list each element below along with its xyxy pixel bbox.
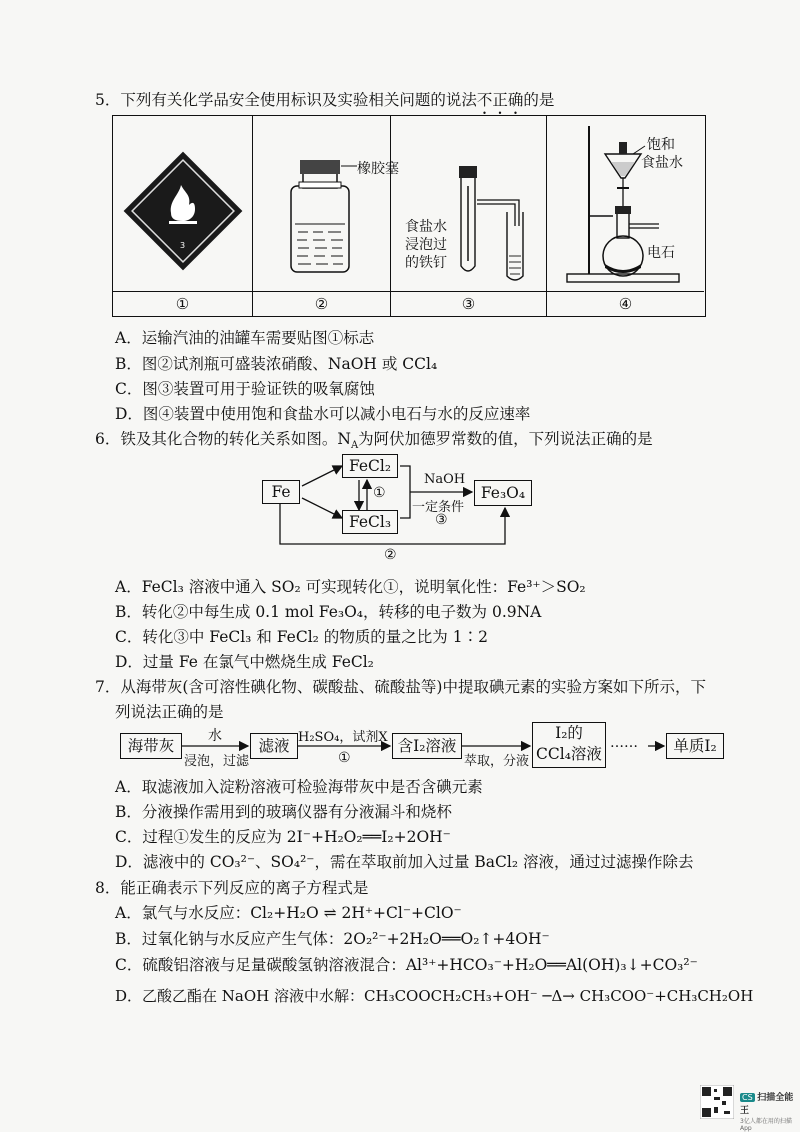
box-filtrate: 滤液 — [250, 733, 298, 759]
label-water: 水 — [208, 728, 222, 744]
label-reagents: H₂SO₄，试剂X — [298, 730, 388, 745]
saturated-label-line-1: 饱和 — [647, 137, 675, 153]
q5-option-c: C．图③装置可用于验证铁的吸氧腐蚀 — [115, 380, 375, 398]
q5-option-b: B．图②试剂瓶可盛装浓硝酸、NaOH 或 CCl₄ — [115, 355, 438, 373]
q8-option-d: D．乙酸乙酯在 NaOH 溶液中水解：CH₃COOCH₂CH₃+OH⁻ ─Δ→ CH₃COO⁻+CH₃CH₂OH — [115, 987, 754, 1005]
label-naoh: NaOH — [424, 472, 466, 487]
label-transform-1: ① — [373, 485, 386, 501]
q8-option-a: A．氯气与水反应：Cl₂+H₂O ⇌ 2H⁺+Cl⁻+ClO⁻ — [115, 904, 462, 922]
question-7-stem-line-2: 列说法正确的是 — [115, 703, 224, 721]
reagent-bottle-icon — [253, 116, 391, 291]
q8-option-b: B．过氧化钠与水反应产生气体：2O₂²⁻+2H₂O══O₂↑+4OH⁻ — [115, 930, 550, 948]
node-fe: Fe — [262, 480, 300, 504]
q6-option-b: B．转化②中每生成 0.1 mol Fe₃O₄，转移的电子数为 0.9NA — [115, 603, 542, 621]
q7-extraction-flowchart — [118, 722, 728, 772]
figure-4-acetylene-setup — [547, 116, 704, 291]
figure-label-1: ① — [113, 291, 253, 316]
q7-option-c: C．过程①发生的反应为 2I⁻+H₂O₂══I₂+2OH⁻ — [115, 828, 451, 846]
question-8-stem: 8．能正确表示下列反应的离子方程式是 — [95, 879, 369, 897]
conversion-arrows — [260, 452, 540, 564]
node-fecl2: FeCl₂ — [342, 454, 398, 478]
label-transform-2: ② — [384, 547, 397, 563]
q7-option-a: A．取滤液加入淀粉溶液可检验海带灰中是否含碘元素 — [115, 778, 483, 796]
q6-iron-conversion-diagram — [260, 452, 540, 564]
flammable-diamond-icon — [113, 116, 253, 291]
label-condition: 一定条件 — [412, 500, 465, 515]
label-soak-filter: 浸泡，过滤 — [184, 754, 250, 769]
label-transform-3: ③ — [435, 512, 448, 528]
box-elemental-iodine: 单质I₂ — [666, 733, 724, 759]
figure-label-3: ③ — [391, 291, 547, 316]
flask-funnel-apparatus-icon — [547, 116, 704, 291]
qr-code-icon — [700, 1085, 734, 1119]
label-ellipsis: …… — [610, 735, 638, 751]
cs-badge: CS — [742, 1093, 753, 1102]
diamond-number: 3 — [180, 241, 186, 250]
figure-3-iron-nail-setup — [391, 116, 547, 291]
label-extract-separate: 萃取，分液 — [464, 754, 530, 769]
box-ccl4-line-2: CCl₄溶液 — [536, 745, 602, 763]
nail-label-line-1: 食盐水 — [405, 219, 447, 235]
rubber-stopper-label: 橡胶塞 — [357, 161, 399, 177]
saturated-label-line-2: 食盐水 — [641, 155, 683, 171]
box-ccl4-solution — [532, 722, 606, 768]
q6-option-d: D．过量 Fe 在氯气中燃烧生成 FeCl₂ — [115, 653, 374, 671]
q5-option-a: A．运输汽油的油罐车需要贴图①标志 — [115, 329, 375, 347]
q7-option-d: D．滤液中的 CO₃²⁻、SO₄²⁻，需在萃取前加入过量 BaCl₂ 溶液，通过过滤操作除去 — [115, 853, 694, 871]
emphasis-not-correct: 不正确 — [476, 91, 524, 109]
brand-tagline: 3亿人都在用的扫描App — [740, 1118, 792, 1132]
label-process-1: ① — [338, 750, 351, 766]
question-6-stem: 6．铁及其化合物的转化关系如图。$N_A$为阿伏加德罗常数的值，下列说法正确的是 — [95, 430, 653, 452]
box-ccl4-line-1: I₂的 — [555, 724, 583, 742]
q5-figure-table — [112, 115, 706, 317]
calcium-carbide-label: 电石 — [647, 245, 675, 261]
q8-option-c: C．硫酸铝溶液与足量碳酸氢钠溶液混合：Al³⁺+HCO₃⁻+H₂O══Al(OH)₃↓+CO₃²⁻ — [115, 956, 698, 974]
box-iodine-solution: 含I₂溶液 — [392, 733, 462, 759]
question-7-stem-line-1: 7．从海带灰(含可溶性碘化物、碳酸盐、硫酸盐等)中提取碘元素的实验方案如下所示，下 — [95, 678, 706, 696]
figure-2-reagent-bottle — [253, 116, 399, 291]
brand-name: 扫描全能王 — [740, 1093, 794, 1116]
figure-1-hazard-sign — [113, 116, 253, 291]
question-5-stem: 5．下列有关化学品安全使用标识及实验相关问题的说法不正确的是 — [95, 91, 555, 109]
node-fecl3: FeCl₃ — [342, 510, 398, 534]
nail-label-line-3: 的铁钉 — [405, 255, 447, 271]
figure-label-4: ④ — [547, 291, 704, 316]
box-kelp-ash: 海带灰 — [120, 733, 182, 759]
q6-option-c: C．转化③中 FeCl₃ 和 FeCl₂ 的物质的量之比为 1∶2 — [115, 628, 488, 646]
q7-option-b: B．分液操作需用到的玻璃仪器有分液漏斗和烧杯 — [115, 803, 452, 821]
q5-option-d: D．图④装置中使用饱和食盐水可以减小电石与水的反应速率 — [115, 405, 531, 423]
scanner-watermark — [740, 1090, 800, 1132]
node-fe3o4: Fe₃O₄ — [474, 480, 532, 506]
q6-option-a: A．FeCl₃ 溶液中通入 SO₂ 可实现转化①，说明氧化性：Fe³⁺＞SO₂ — [115, 578, 586, 596]
nail-label-line-2: 浸泡过 — [405, 237, 447, 253]
figure-label-2: ② — [253, 291, 391, 316]
